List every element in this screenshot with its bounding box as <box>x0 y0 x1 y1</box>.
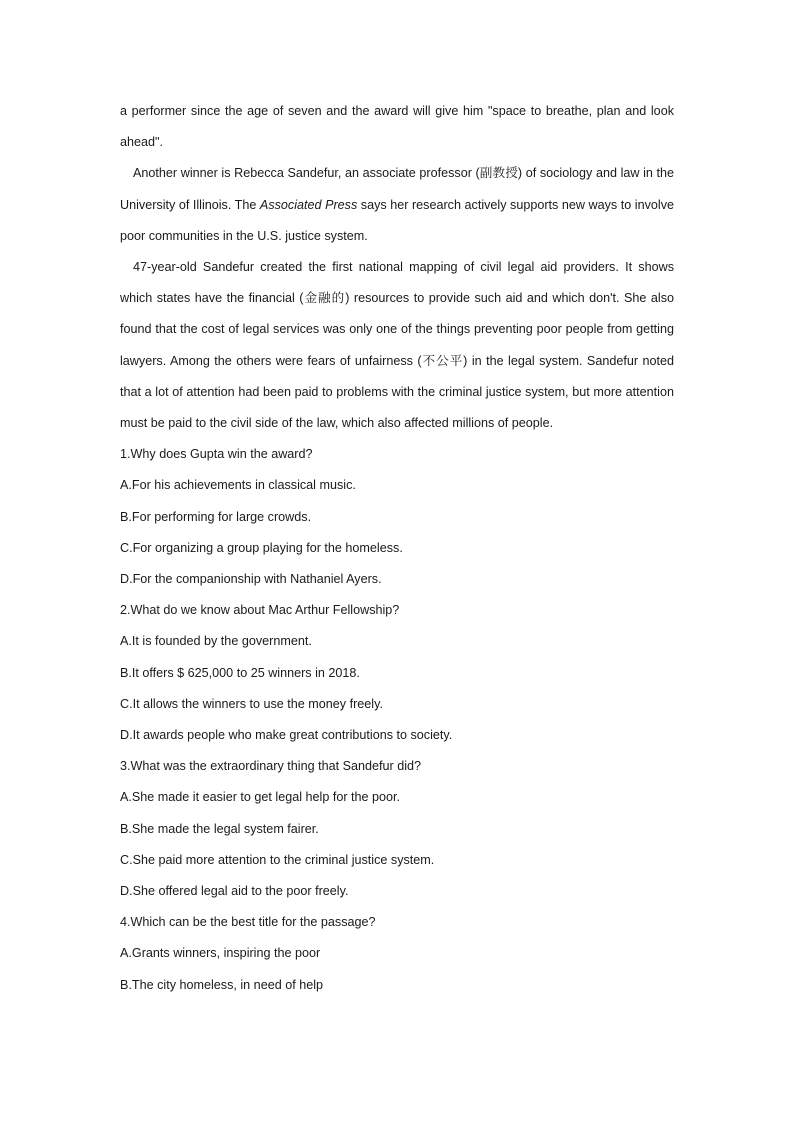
option-d: D.She offered legal aid to the poor freely. <box>120 884 349 899</box>
option-d: D.It awards people who make great contributions to society. <box>120 728 453 743</box>
question-stem: 3.What was the extraordinary thing that Sandefur did? <box>120 759 422 774</box>
document-page <box>120 96 674 1001</box>
option-c: C.For organizing a group playing for the homeless. <box>120 540 403 555</box>
question-4 <box>120 907 674 1001</box>
option-a: A.For his achievements in classical music. <box>120 478 356 493</box>
question-2 <box>120 595 674 751</box>
question-3 <box>120 751 674 907</box>
option-b: B.It offers $ 625,000 to 25 winners in 2018. <box>120 665 360 680</box>
option-b: B.The city homeless, in need of help <box>120 977 324 992</box>
option-b: B.She made the legal system fairer. <box>120 821 319 836</box>
question-stem: 1.Why does Gupta win the award? <box>120 447 313 462</box>
passage-paragraph-3: 47-year-old Sandefur created the first national mapping of civil legal aid providers. It shows which states have the financial (金融的) resources to provide such aid and which don't. She also found that the cost of legal services was only one of the things preventing poor people from getting lawyers. Among the others were fears of unfairness (不公平) in the legal system. Sandefur noted that a lot of attention had been paid to problems with the criminal justice system, but more attention must be paid to the civil side of the law, which also affected millions of people. <box>120 260 674 431</box>
option-a: A.She made it easier to get legal help for the poor. <box>120 790 401 805</box>
option-a: A.It is founded by the government. <box>120 634 312 649</box>
option-b: B.For performing for large crowds. <box>120 509 312 524</box>
passage-paragraph-1: a performer since the age of seven and the award will give him "space to breathe, plan and look ahead". <box>120 104 674 150</box>
question-1 <box>120 439 674 595</box>
associated-press-italic: Associated Press <box>259 197 358 212</box>
passage-paragraph-2 <box>120 158 674 252</box>
option-d: D.For the companionship with Nathaniel Ayers. <box>120 572 382 587</box>
option-c: C.She paid more attention to the criminal justice system. <box>120 852 435 867</box>
option-c: C.It allows the winners to use the money freely. <box>120 696 383 711</box>
option-a: A.Grants winners, inspiring the poor <box>120 946 321 961</box>
paragraph-2-text-end: says her research actively supports new ways to involve poor communities in the U.S. justice system. <box>120 197 675 243</box>
paragraph-2-text-start: Another winner is Rebecca Sandefur, an associate professor (副教授) of sociology and law in the University of Illinois. The <box>120 166 674 212</box>
question-stem: 4.Which can be the best title for the passage? <box>120 915 376 930</box>
question-stem: 2.What do we know about Mac Arthur Fellowship? <box>120 603 400 618</box>
